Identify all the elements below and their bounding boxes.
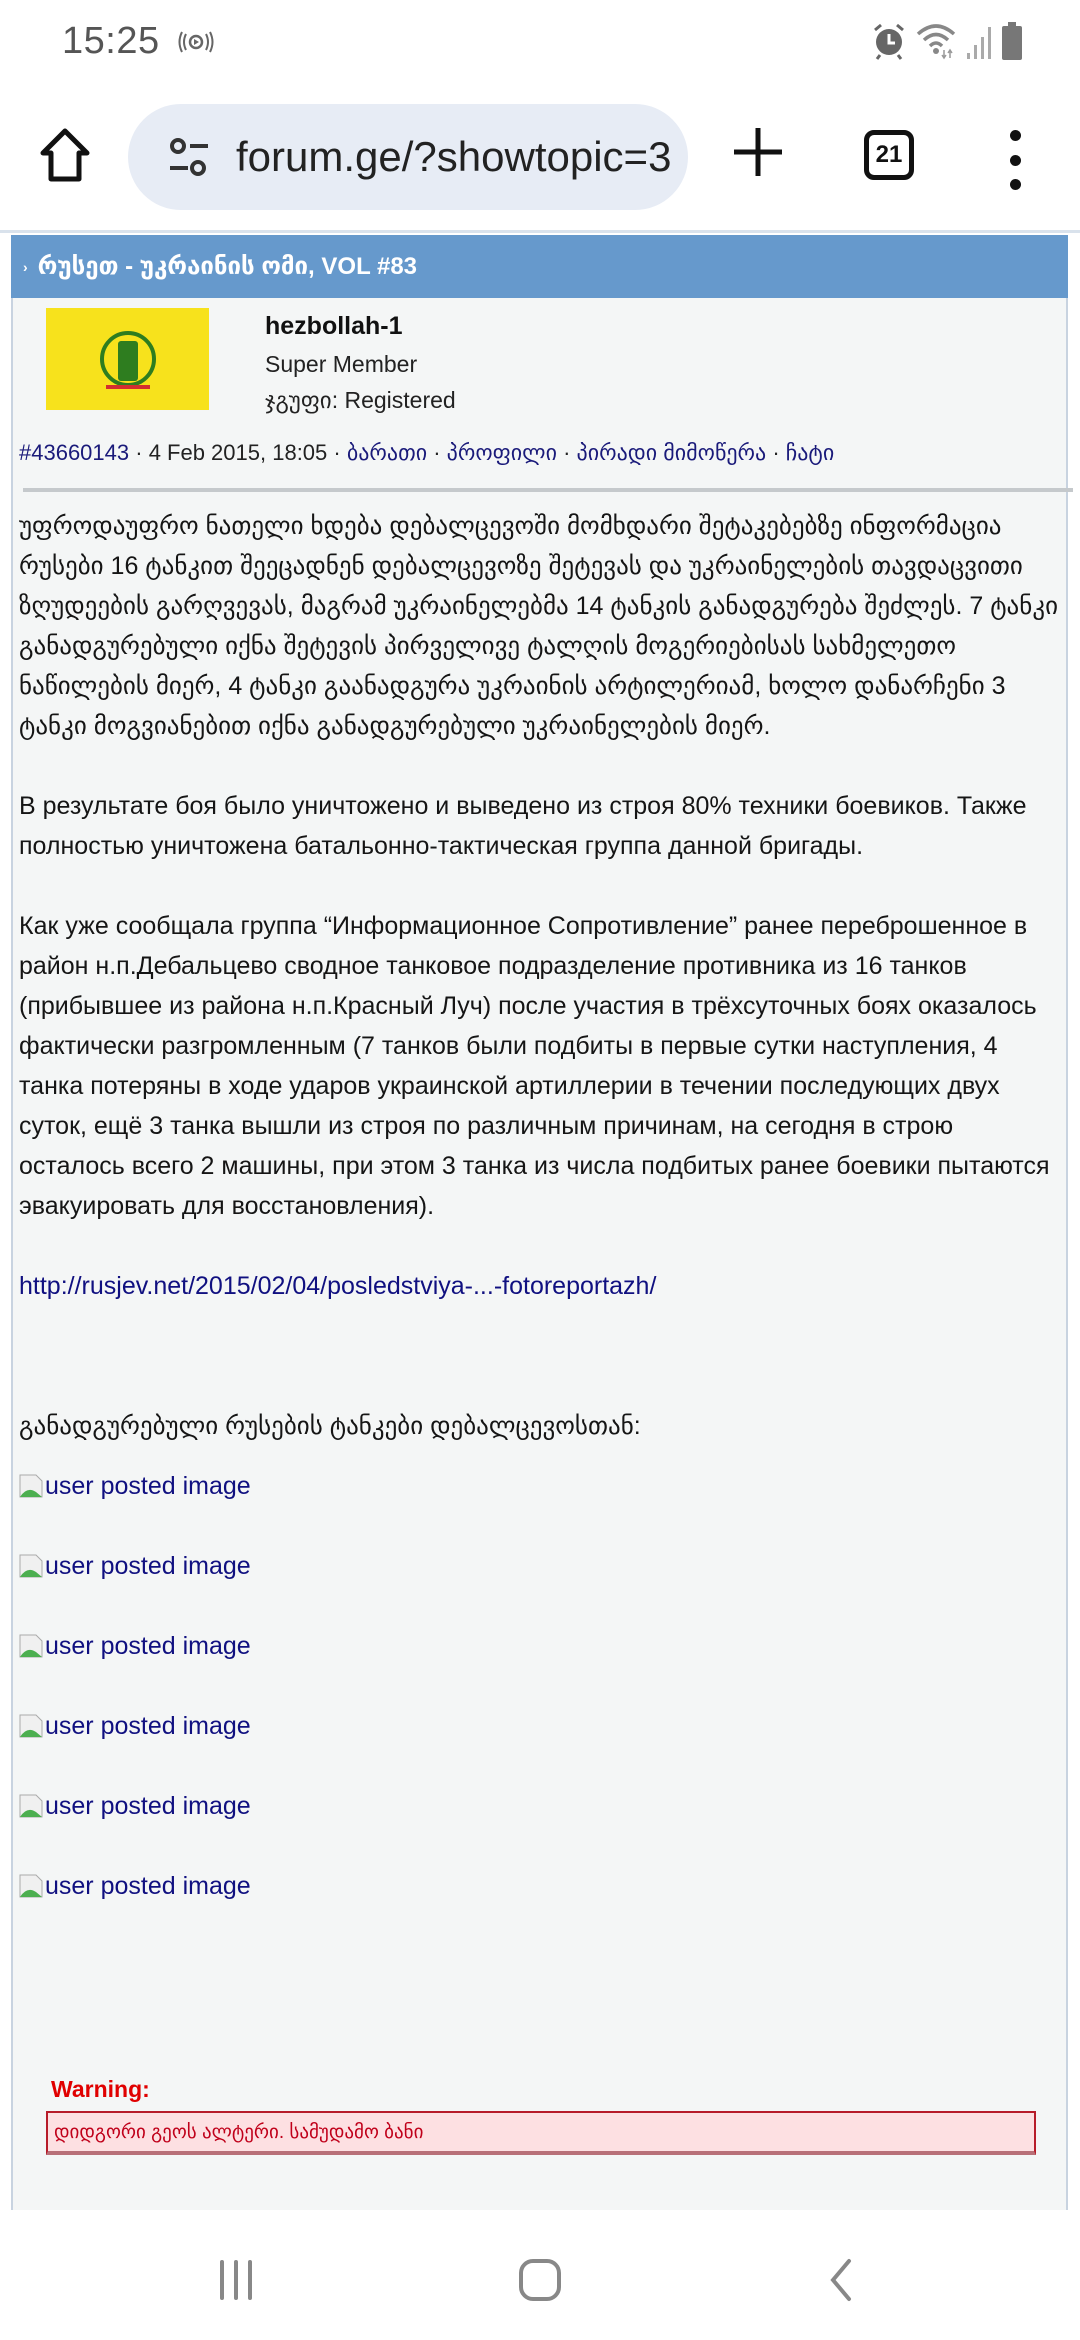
broken-image-icon <box>19 1554 43 1578</box>
battery-icon <box>1002 22 1022 60</box>
private-message-link[interactable]: პირადი მიმოწერა <box>576 440 767 465</box>
author-name[interactable]: hezbollah-1 <box>265 312 403 340</box>
signal-icon <box>966 23 992 59</box>
tab-switcher-button[interactable] <box>864 130 914 180</box>
posted-image[interactable]: user posted image <box>19 1526 1064 1606</box>
nfc-icon <box>176 28 216 56</box>
divider <box>23 488 1073 492</box>
home-icon <box>517 2257 563 2303</box>
posted-image[interactable]: user posted image <box>19 1446 1064 1526</box>
back-button[interactable] <box>800 2250 880 2310</box>
url-text[interactable]: forum.ge/?showtopic=3 <box>236 133 672 180</box>
card-link[interactable]: ბარათი <box>346 440 428 465</box>
status-time: 15:25 <box>62 20 160 62</box>
paragraph-ru-2: Как уже сообщала группа “Информационное Сопротивление” ранее переброшенное в район н.п.Дебальцево сводное танковое подразделение противника из 16 танков (прибывшее из района н.п.Красный Луч) после участия в трёхсуточных боях оказалось фактически разгромленным (7 танков были подбиты в первые сутки наступления, 4 танка потеряны в ходе ударов украинской артиллерии в течении последующих двух суток, ещё 3 танка вышли из строя по различным причинам, на сегодня в строю осталось всего 2 машины, при этом 3 танка из числа подбитых ранее боевики пытаются эвакуировать для восстановления). <box>19 912 1050 1220</box>
post-date: 4 Feb 2015, 18:05 <box>148 440 328 465</box>
warning-label: Warning: <box>51 2076 150 2102</box>
author-group: ჯგუფი: Registered <box>265 387 456 413</box>
alarm-icon <box>872 22 906 60</box>
paragraph-ru-1: В результате боя было уничтожено и выведено из строя 80% техники боевиков. Также полностью уничтожена батальонно-тактическая группа данной бригады. <box>19 792 1027 860</box>
author-rank: Super Member <box>265 351 418 377</box>
profile-link[interactable]: პროფილი <box>446 440 557 465</box>
paragraph-ka-1: უფროდაუფრო ნათელი ხდება დებალცევოში მომხდარი შეტაკებებზე ინფორმაცია <box>19 512 1002 540</box>
browser-toolbar <box>0 100 1080 220</box>
warning-box <box>46 2111 1036 2155</box>
forum-post <box>11 298 1068 2213</box>
warning-text: დიდგორი გეოს ალტერი. სამუდამო ბანი <box>54 2121 424 2143</box>
home-nav-button[interactable] <box>500 2250 580 2310</box>
system-nav-bar <box>0 2210 1080 2340</box>
avatar-emblem-icon <box>88 319 168 399</box>
broken-image-icon <box>19 1874 43 1898</box>
status-bar <box>0 0 1080 88</box>
more-menu-icon[interactable] <box>1000 130 1030 190</box>
source-link[interactable]: http://rusjev.net/2015/02/04/posledstviya-...-fotoreportazh/ <box>19 1272 657 1300</box>
address-bar[interactable] <box>128 104 688 210</box>
new-tab-plus-icon[interactable] <box>728 122 788 182</box>
status-icons <box>872 22 1022 60</box>
recent-apps-button[interactable] <box>196 2250 276 2310</box>
forum-page <box>0 230 1080 2210</box>
chat-link[interactable]: ჩატი <box>785 440 835 465</box>
topic-header <box>11 235 1068 298</box>
recent-apps-icon <box>214 2258 258 2302</box>
posted-image[interactable]: user posted image <box>19 1686 1064 1766</box>
topic-arrow-icon: › <box>23 258 28 275</box>
posted-image[interactable]: user posted image <box>19 1846 1064 1926</box>
post-id-link[interactable]: #43660143 <box>19 440 130 465</box>
images-caption: განადგურებული რუსების ტანკები დებალცევოსთან: <box>19 1412 641 1440</box>
posted-image[interactable]: user posted image <box>19 1606 1064 1686</box>
post-body <box>19 506 1064 1926</box>
tab-count: 21 <box>875 141 903 168</box>
post-meta: #43660143 · 4 Feb 2015, 18:05 · ბარათი · პროფილი · პირადი მიმოწერა · ჩატი <box>19 440 835 465</box>
home-button[interactable] <box>30 120 100 190</box>
back-icon <box>825 2257 855 2303</box>
broken-image-icon <box>19 1794 43 1818</box>
site-settings-icon[interactable] <box>166 134 212 180</box>
avatar[interactable] <box>46 308 209 410</box>
broken-image-icon <box>19 1714 43 1738</box>
wifi-icon <box>916 22 956 60</box>
broken-image-icon <box>19 1634 43 1658</box>
home-icon <box>39 127 91 183</box>
topic-title: რუსეთ - უკრაინის ომი, VOL #83 <box>37 253 418 280</box>
broken-image-icon <box>19 1474 43 1498</box>
paragraph-ka-2: რუსები 16 ტანკით შეეცადნენ დებალცევოზე შეტევას და უკრაინელების თავდაცვითი ზღუდეების გარღვევას, მაგრამ უკრაინელებმა 14 ტანკის განადგურება შეძლეს. 7 ტანკი განადგურებული იქნა შეტევის პირველივე ტალღის მოგერიებისას სახმელეთო ნაწილების მიერ, 4 ტანკი გაანადგურა უკრაინის არტილერიამ, ხოლო დანარჩენი 3 ტანკი მოგვიანებით იქნა განადგურებული უკრაინელების მიერ. <box>19 552 1059 740</box>
posted-image[interactable]: user posted image <box>19 1766 1064 1846</box>
